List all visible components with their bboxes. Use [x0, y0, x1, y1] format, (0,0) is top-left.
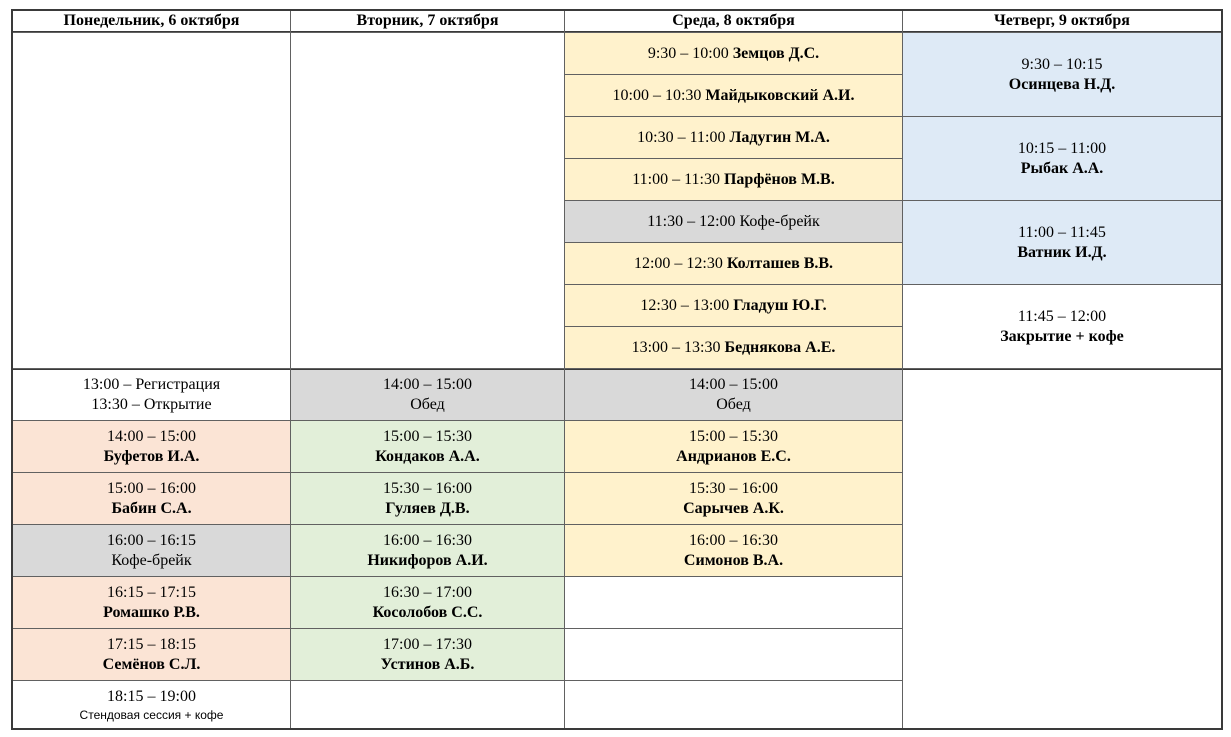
empty-cell-wed-3 — [565, 681, 902, 728]
session-label: 10:30 – 11:00 Ладугин М.А. — [637, 128, 830, 146]
session-label: 10:00 – 10:30 Майдыковский А.И. — [612, 86, 855, 104]
session-time: 11:00 – 11:45 — [1018, 223, 1106, 241]
day-header-tuesday: Вторник, 7 октября — [291, 11, 564, 32]
session-cell-wed-am-6 — [565, 285, 902, 326]
session-cell-wed-am-2 — [565, 117, 902, 158]
session-speaker: Сарычев А.К. — [683, 499, 784, 517]
session-cell-mon-4 — [13, 577, 290, 628]
session-label: 13:30 – Открытие — [91, 396, 212, 413]
session-time: 15:30 – 16:00 — [689, 479, 778, 497]
break-cell-tue-lunch — [291, 369, 564, 420]
session-speaker: Семёнов С.Л. — [102, 655, 201, 673]
session-time: 15:00 – 15:30 — [689, 427, 778, 445]
break-cell-wed-lunch — [565, 369, 902, 420]
session-speaker: Гуляев Д.В. — [385, 499, 470, 517]
session-label: Кофе-брейк — [111, 551, 192, 569]
session-label: Обед — [410, 396, 445, 413]
session-cell-wed-pm-3 — [565, 525, 902, 576]
session-label: 13:00 – Регистрация — [82, 376, 221, 393]
session-cell-wed-am-5 — [565, 243, 902, 284]
session-cell-tue-5 — [291, 629, 564, 680]
session-time: 14:00 – 15:00 — [107, 427, 196, 445]
session-time: 14:00 – 15:00 — [689, 376, 778, 393]
session-speaker: Ромашко Р.В. — [103, 603, 200, 621]
session-time: 16:00 – 16:30 — [383, 531, 472, 549]
session-cell-tue-4 — [291, 577, 564, 628]
empty-cell-thu-afternoon — [903, 369, 1221, 728]
empty-cell-wed-1 — [565, 577, 902, 628]
session-label: 12:00 – 12:30 Колташев В.В. — [633, 254, 834, 272]
session-cell-wed-pm-2 — [565, 473, 902, 524]
break-cell-mon-coffee — [13, 525, 290, 576]
schedule-table — [11, 9, 1223, 730]
session-label: 11:00 – 11:30 Парфёнов М.В. — [632, 170, 835, 188]
empty-cell-tuesday-morning — [291, 33, 564, 368]
session-speaker: Ватник И.Д. — [1017, 243, 1107, 261]
day-header-monday: Понедельник, 6 октября — [13, 11, 290, 32]
session-speaker: Симонов В.А. — [683, 551, 784, 569]
session-cell-wed-am-3 — [565, 159, 902, 200]
break-cell-wed-coffee — [565, 201, 902, 242]
session-time: 9:30 – 10:15 — [1021, 55, 1103, 73]
empty-cell-monday-morning — [13, 33, 290, 368]
session-cell-wed-am-7 — [565, 327, 902, 368]
session-time: 17:15 – 18:15 — [107, 635, 196, 653]
session-label: Обед — [716, 396, 751, 413]
session-label: 11:30 – 12:00 Кофе-брейк — [647, 212, 820, 230]
session-speaker: Устинов А.Б. — [380, 655, 475, 673]
session-speaker: Рыбак А.А. — [1020, 159, 1104, 177]
session-label: Стендовая сессия + кофе — [79, 707, 224, 722]
session-time: 17:00 – 17:30 — [383, 635, 472, 653]
session-time: 11:45 – 12:00 — [1017, 307, 1107, 325]
session-cell-thu-closing — [903, 285, 1221, 368]
session-cell-thu-1 — [903, 117, 1221, 200]
session-cell-mon-1 — [13, 421, 290, 472]
session-speaker: Осинцева Н.Д. — [1008, 75, 1116, 93]
empty-cell-tue-evening — [291, 681, 564, 728]
session-cell-thu-0 — [903, 33, 1221, 116]
session-label: 13:00 – 13:30 Беднякова А.Е. — [631, 338, 836, 356]
session-speaker: Бабин С.А. — [111, 499, 192, 517]
session-label: Закрытие + кофе — [1000, 327, 1124, 345]
session-cell-mon-poster — [13, 681, 290, 728]
session-cell-thu-2 — [903, 201, 1221, 284]
session-cell-mon-2 — [13, 473, 290, 524]
day-header-thursday: Четверг, 9 октября — [903, 11, 1221, 32]
empty-cell-wed-2 — [565, 629, 902, 680]
session-time: 15:00 – 15:30 — [383, 427, 472, 445]
session-label: 12:30 – 13:00 Гладуш Ю.Г. — [640, 296, 827, 314]
session-time: 10:15 – 11:00 — [1017, 139, 1107, 157]
session-time: 16:30 – 17:00 — [383, 583, 472, 601]
session-cell-wed-am-1 — [565, 75, 902, 116]
session-label: 9:30 – 10:00 Земцов Д.С. — [647, 44, 820, 62]
session-time: 16:00 – 16:15 — [107, 531, 196, 549]
session-speaker: Косолобов С.С. — [372, 603, 483, 621]
session-time: 15:00 – 16:00 — [107, 479, 196, 497]
session-speaker: Никифоров А.И. — [367, 551, 488, 569]
session-cell-mon-registration — [13, 369, 290, 420]
session-cell-wed-am-0 — [565, 33, 902, 74]
session-cell-tue-3 — [291, 525, 564, 576]
session-cell-mon-5 — [13, 629, 290, 680]
session-time: 15:30 – 16:00 — [383, 479, 472, 497]
session-cell-wed-pm-1 — [565, 421, 902, 472]
session-cell-tue-2 — [291, 473, 564, 524]
session-time: 14:00 – 15:00 — [383, 376, 472, 393]
session-speaker: Кондаков А.А. — [375, 447, 480, 465]
session-speaker: Буфетов И.А. — [103, 447, 200, 465]
day-header-wednesday: Среда, 8 октября — [565, 11, 902, 32]
session-cell-tue-1 — [291, 421, 564, 472]
session-time: 16:00 – 16:30 — [689, 531, 778, 549]
session-speaker: Андрианов Е.С. — [676, 447, 791, 465]
session-time: 16:15 – 17:15 — [107, 583, 196, 601]
session-time: 18:15 – 19:00 — [107, 687, 196, 705]
